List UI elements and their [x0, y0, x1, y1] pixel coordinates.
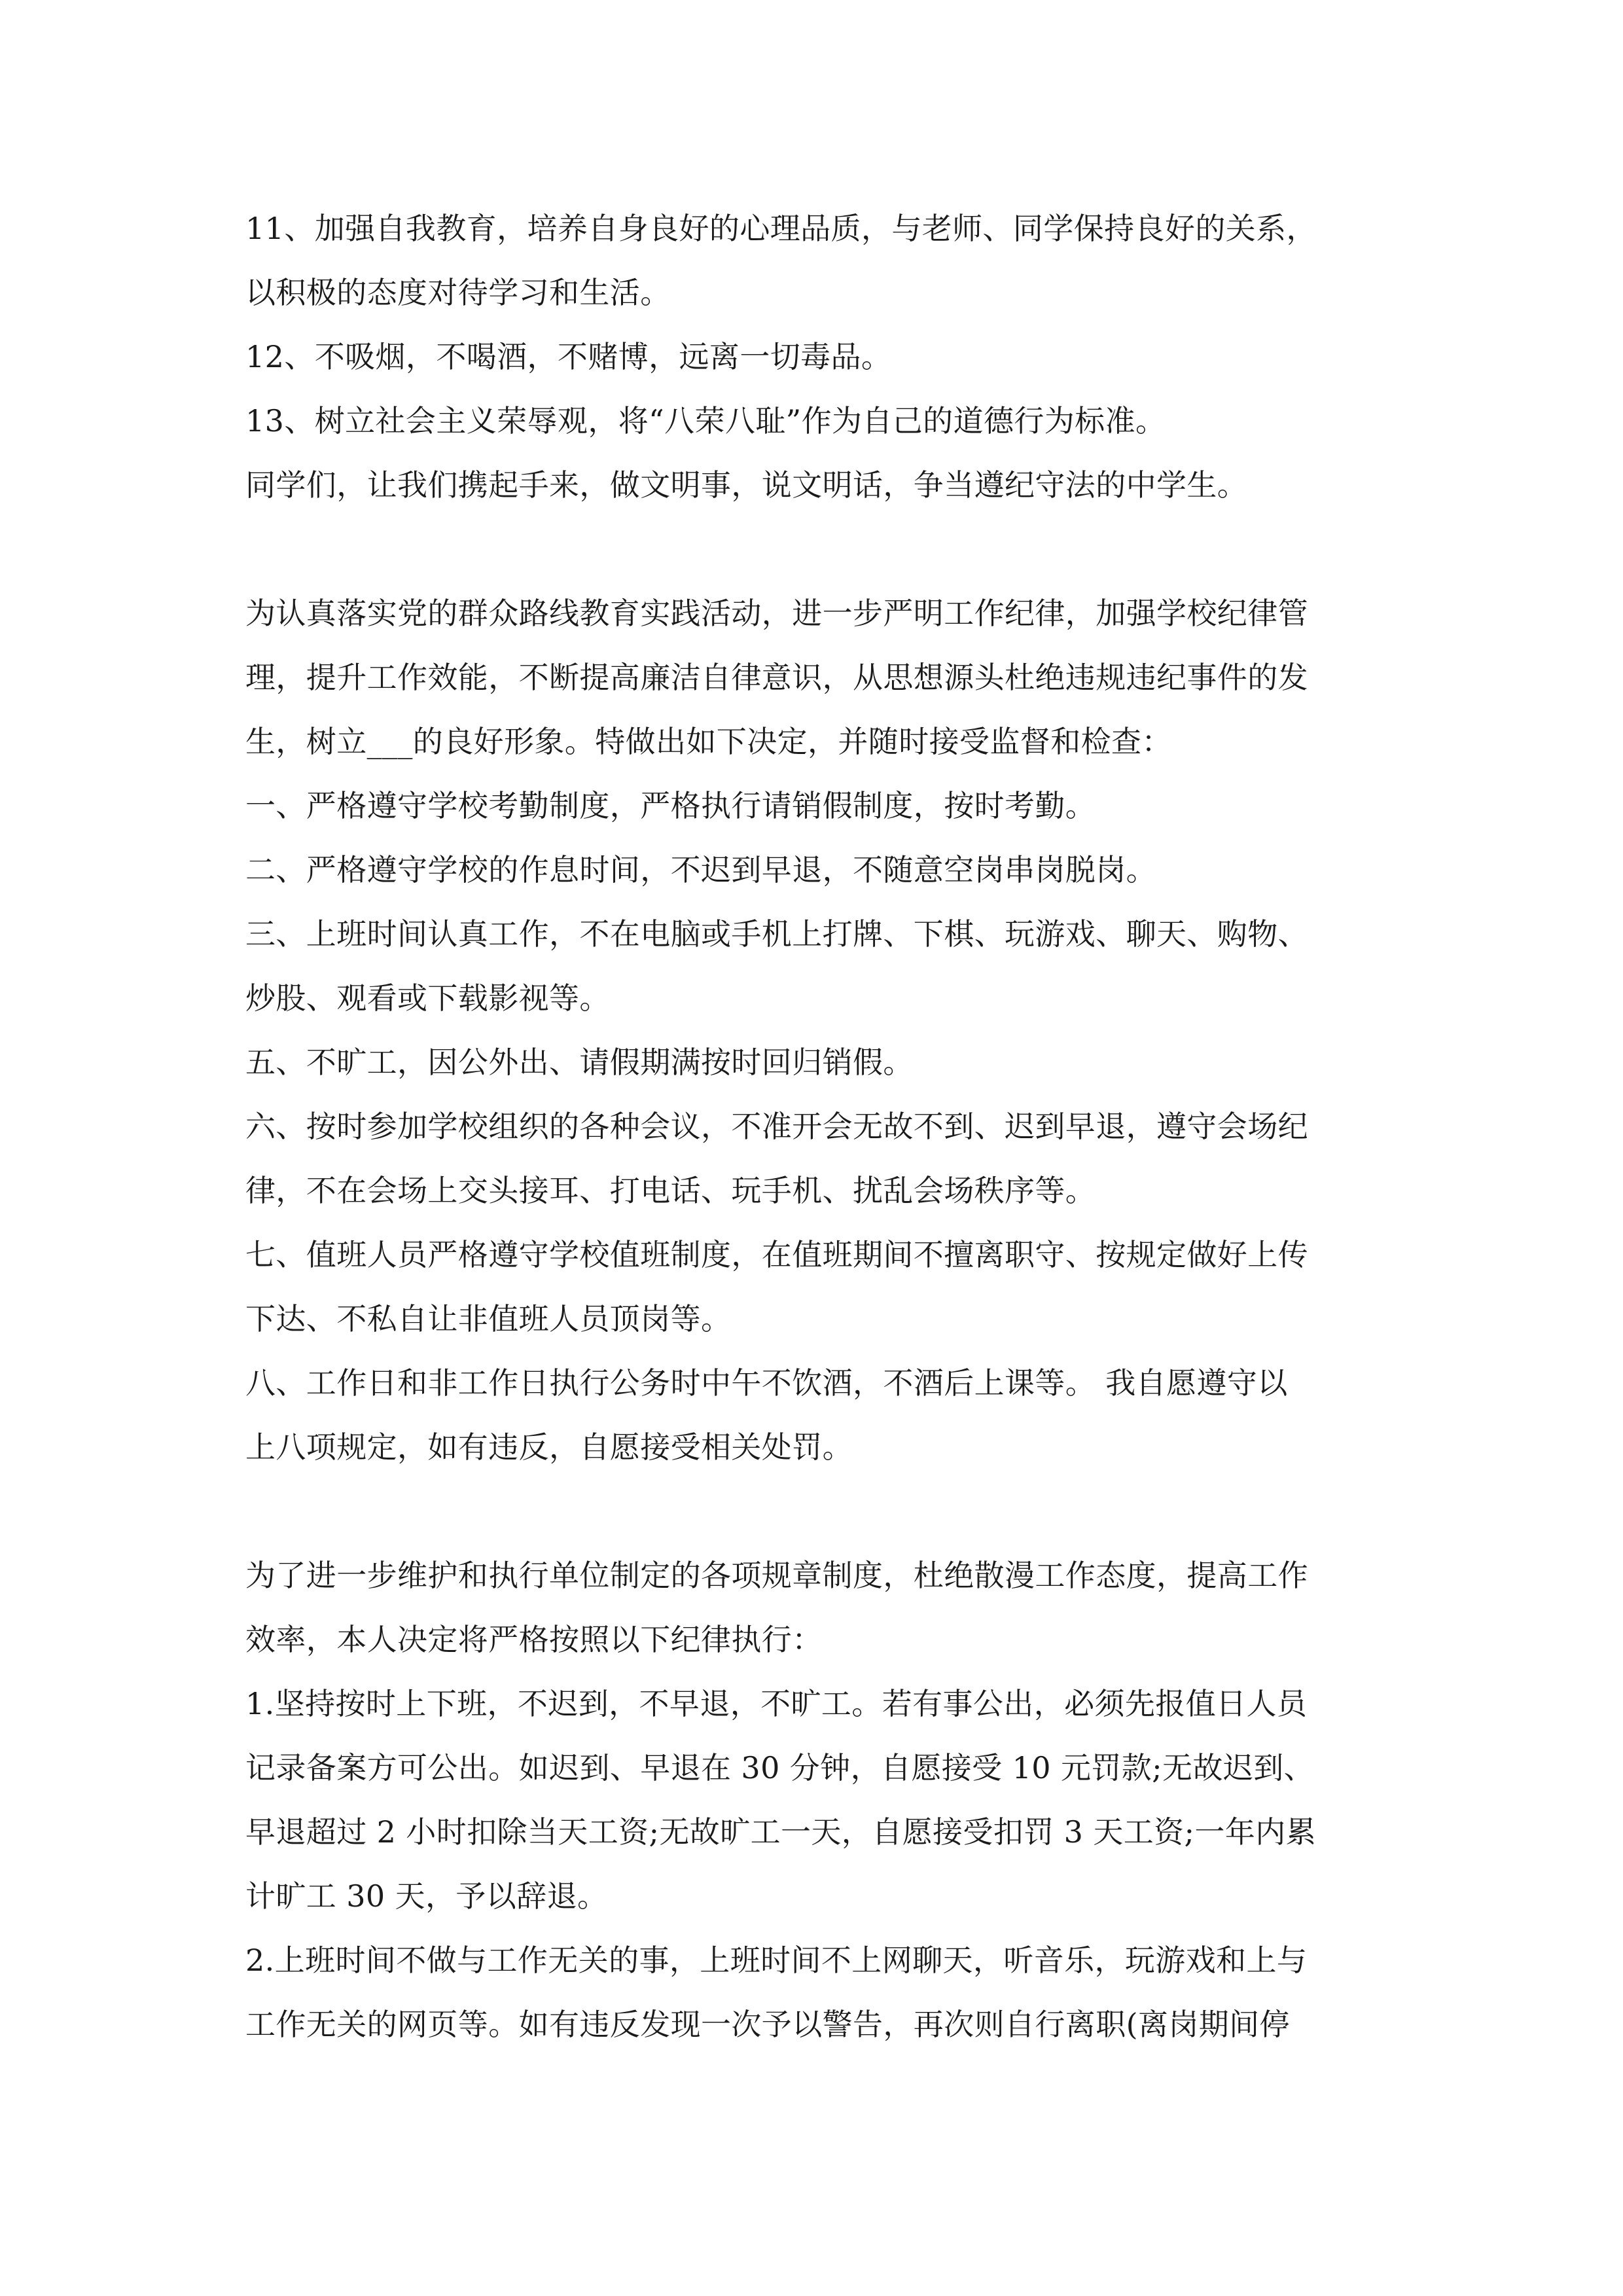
- text-line: 三、上班时间认真工作，不在电脑或手机上打牌、下棋、玩游戏、聊天、购物、: [245, 916, 1308, 952]
- text-line: 11、加强自我教育，培养自身良好的心理品质，与老师、同学保持良好的关系，: [245, 211, 1317, 246]
- text-line: 为认真落实党的群众路线教育实践活动，进一步严明工作纪律，加强学校纪律管: [245, 596, 1308, 631]
- text-line: 以积极的态度对待学习和生活。: [245, 275, 671, 310]
- text-line: 效率，本人决定将严格按照以下纪律执行：: [245, 1622, 823, 1657]
- text-line: 六、按时参加学校组织的各种会议，不准开会无故不到、迟到早退，遵守会场纪: [245, 1109, 1308, 1144]
- text-line: 13、树立社会主义荣辱观，将“八荣八耻”作为自己的道德行为标准。: [245, 403, 1166, 439]
- text-line: 工作无关的网页等。如有违反发现一次予以警告，再次则自行离职(离岗期间停: [245, 2007, 1290, 2042]
- text-line: 早退超过 2 小时扣除当天工资;无故旷工一天，自愿接受扣罚 3 天工资;一年内累: [245, 1814, 1317, 1850]
- text-line: 12、不吸烟，不喝酒，不赌博，远离一切毒品。: [245, 339, 892, 374]
- text-line: 同学们，让我们携起手来，做文明事，说文明话，争当遵纪守法的中学生。: [245, 467, 1248, 503]
- paragraph-gap: [245, 517, 1397, 581]
- text-line: 炒股、观看或下载影视等。: [245, 980, 610, 1016]
- section-work-discipline-pledge: [245, 581, 1397, 1479]
- text-line: 理，提升工作效能，不断提高廉洁自律意识，从思想源头杜绝违规违纪事件的发: [245, 660, 1308, 695]
- text-line: 生，树立___的良好形象。特做出如下决定，并随时接受监督和检查：: [245, 724, 1172, 759]
- text-line: 1.坚持按时上下班，不迟到，不早退，不旷工。若有事公出，必须先报值日人员: [245, 1686, 1308, 1721]
- text-line: 2.上班时间不做与工作无关的事，上班时间不上网聊天，听音乐，玩游戏和上与: [245, 1943, 1308, 1978]
- text-line: 律，不在会场上交头接耳、打电话、玩手机、扰乱会场秩序等。: [245, 1173, 1096, 1208]
- document-body: [245, 196, 1397, 2056]
- text-line: 一、严格遵守学校考勤制度，严格执行请销假制度，按时考勤。: [245, 788, 1096, 823]
- text-line: 下达、不私自让非值班人员顶岗等。: [245, 1301, 732, 1336]
- text-line: 记录备案方可公出。如迟到、早退在 30 分钟，自愿接受 10 元罚款;无故迟到、: [245, 1750, 1315, 1785]
- text-line: 上八项规定，如有违反，自愿接受相关处罚。: [245, 1429, 853, 1465]
- text-line: 计旷工 30 天，予以辞退。: [245, 1878, 608, 1914]
- text-line: 五、不旷工，因公外出、请假期满按时回归销假。: [245, 1045, 914, 1080]
- section-personal-discipline: [245, 1543, 1397, 2056]
- text-line: 七、值班人员严格遵守学校值班制度，在值班期间不擅离职守、按规定做好上传: [245, 1237, 1308, 1272]
- text-line: 为了进一步维护和执行单位制定的各项规章制度，杜绝散漫工作态度，提高工作: [245, 1558, 1308, 1593]
- text-line: 二、严格遵守学校的作息时间，不迟到早退，不随意空岗串岗脱岗。: [245, 852, 1156, 888]
- section-student-conduct: [245, 196, 1397, 517]
- text-line: 八、工作日和非工作日执行公务时中午不饮酒，不酒后上课等。 我自愿遵守以: [245, 1365, 1288, 1401]
- paragraph-gap: [245, 1479, 1397, 1543]
